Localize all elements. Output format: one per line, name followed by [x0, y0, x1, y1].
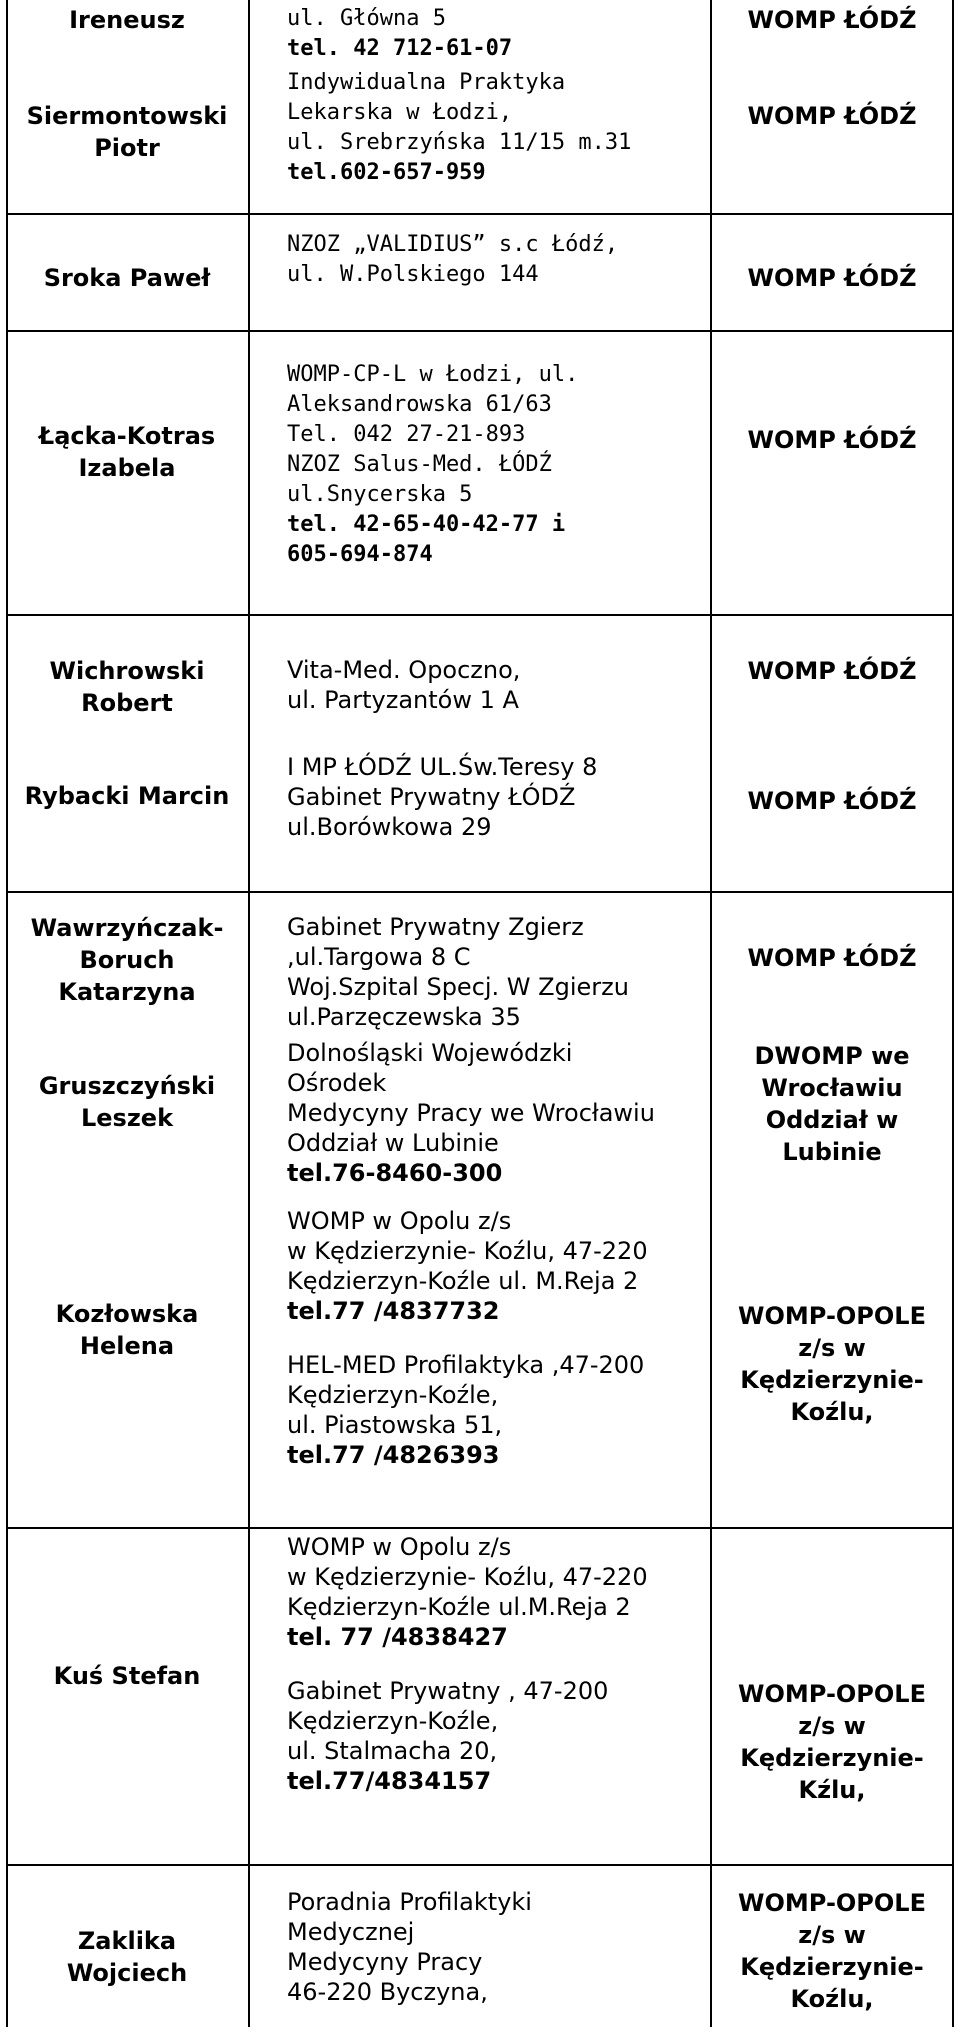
person-name-line: Piotr: [94, 134, 160, 162]
unit-label-line: Kźlu,: [798, 1776, 866, 1804]
unit-label-line: z/s w: [798, 1921, 866, 1949]
row-divider: [6, 213, 954, 215]
address-block: [287, 1038, 655, 1188]
address-line: tel. 77 /4838427: [287, 1623, 508, 1651]
unit-label: [713, 1887, 951, 2015]
column-divider-1: [248, 0, 250, 2027]
unit-label-line: WOMP ŁÓDŹ: [747, 787, 917, 815]
address-line: Medycyny Pracy: [287, 1948, 483, 1976]
address-line: ,ul.Targowa 8 C: [287, 943, 471, 971]
address-line: Tel. 042 27-21-893: [287, 422, 526, 447]
address-line: Kędzierzyn-Koźle,: [287, 1381, 499, 1409]
table-border-left: [6, 0, 8, 2027]
unit-label-line: Kędzierzynie-: [740, 1744, 924, 1772]
unit-label-line: WOMP ŁÓDŹ: [747, 657, 917, 685]
address-line: tel. 42-65-40-42-77 i: [287, 512, 566, 537]
unit-label-line: WOMP ŁÓDŹ: [747, 264, 917, 292]
person-name: [9, 1925, 245, 1989]
unit-label-line: DWOMP we: [754, 1042, 910, 1070]
unit-label: [713, 942, 951, 974]
address-line: Woj.Szpital Specj. W Zgierzu: [287, 973, 629, 1001]
person-name-line: Kozłowska: [55, 1300, 199, 1328]
address-block: [287, 230, 618, 290]
row-divider: [6, 1527, 954, 1529]
person-name-line: Wichrowski: [49, 657, 205, 685]
person-name-line: Łącka-Kotras: [38, 422, 216, 450]
address-line: [287, 1652, 648, 1676]
address-line: ul. Piastowska 51,: [287, 1411, 503, 1439]
address-line: [287, 1326, 648, 1350]
address-line: Poradnia Profilaktyki: [287, 1888, 532, 1916]
person-name-line: Helena: [79, 1332, 175, 1360]
unit-label-line: WOMP-OPOLE: [738, 1889, 926, 1917]
unit-label-line: Lubinie: [782, 1138, 882, 1166]
person-name-line: Robert: [81, 689, 173, 717]
address-line: Ośrodek: [287, 1069, 387, 1097]
address-line: tel.77 /4837732: [287, 1297, 500, 1325]
address-line: Kędzierzyn-Koźle ul. M.Reja 2: [287, 1267, 639, 1295]
person-name-line: Sroka Paweł: [43, 264, 211, 292]
address-line: Aleksandrowska 61/63: [287, 392, 552, 417]
person-name-line: Wojciech: [66, 1959, 188, 1987]
person-name: [9, 262, 245, 294]
unit-label-line: WOMP ŁÓDŹ: [747, 426, 917, 454]
person-name: [9, 1070, 245, 1134]
person-name: [9, 4, 245, 36]
address-line: Kędzierzyn-Koźle ul.M.Reja 2: [287, 1593, 631, 1621]
address-line: WOMP-CP-L w Łodzi, ul.: [287, 362, 579, 387]
unit-label-line: WOMP ŁÓDŹ: [747, 102, 917, 130]
person-name: [9, 100, 245, 164]
person-name-line: Zaklika: [77, 1927, 177, 1955]
unit-label: [713, 1678, 951, 1806]
unit-label: [713, 785, 951, 817]
person-name-line: Gruszczyński: [38, 1072, 216, 1100]
address-line: I MP ŁÓDŹ UL.Św.Teresy 8: [287, 753, 598, 781]
person-name: [9, 780, 245, 812]
address-block: [287, 655, 520, 715]
unit-label-line: Koźlu,: [790, 1985, 874, 2013]
person-name-line: Izabela: [78, 454, 176, 482]
address-line: Medycyny Pracy we Wrocławiu: [287, 1099, 655, 1127]
unit-label-line: z/s w: [798, 1712, 866, 1740]
unit-label-line: WOMP-OPOLE: [738, 1680, 926, 1708]
address-line: 46-220 Byczyna,: [287, 1978, 488, 2006]
address-line: tel.76-8460-300: [287, 1159, 503, 1187]
address-line: ul. W.Polskiego 144: [287, 262, 539, 287]
unit-label: [713, 424, 951, 456]
person-name-line: Rybacki Marcin: [24, 782, 230, 810]
unit-label: [713, 1040, 951, 1168]
unit-label-line: WOMP ŁÓDŹ: [747, 944, 917, 972]
address-line: NZOZ „VALIDIUS” s.c Łódź,: [287, 232, 619, 257]
row-divider: [6, 614, 954, 616]
address-line: WOMP w Opolu z/s: [287, 1533, 512, 1561]
row-divider: [6, 891, 954, 893]
address-line: ul. Główna 5: [287, 6, 446, 31]
address-block: [287, 68, 631, 188]
address-line: tel.602-657-959: [287, 160, 486, 185]
address-block: [287, 912, 629, 1032]
address-line: ul. Partyzantów 1 A: [287, 686, 519, 714]
address-line: ul. Srebrzyńska 11/15 m.31: [287, 130, 632, 155]
person-name-line: Siermontowski: [26, 102, 228, 130]
address-block: [287, 4, 512, 64]
address-line: Dolnośląski Wojewódzki: [287, 1039, 573, 1067]
unit-label: [713, 1300, 951, 1428]
address-block: [287, 1206, 648, 1470]
address-line: Gabinet Prywatny Zgierz: [287, 913, 584, 941]
unit-label-line: Koźlu,: [790, 1398, 874, 1426]
person-name: [9, 655, 245, 719]
unit-label-line: Oddział w: [765, 1106, 899, 1134]
person-name: [9, 1298, 245, 1362]
address-block: [287, 360, 578, 570]
address-block: [287, 752, 597, 842]
person-name-line: Leszek: [80, 1104, 174, 1132]
unit-label-line: Kędzierzynie-: [740, 1953, 924, 1981]
person-name-line: Ireneusz: [69, 6, 185, 34]
address-line: tel.77/4834157: [287, 1767, 492, 1795]
person-name: [9, 420, 245, 484]
column-divider-2: [710, 0, 712, 2027]
address-line: Lekarska w Łodzi,: [287, 100, 513, 125]
row-divider: [6, 1864, 954, 1866]
person-name-line: Katarzyna: [58, 978, 196, 1006]
unit-label-line: Kędzierzynie-: [740, 1366, 924, 1394]
address-line: tel.77 /4826393: [287, 1441, 500, 1469]
address-block: [287, 1532, 648, 1796]
address-line: Indywidualna Praktyka: [287, 70, 566, 95]
address-line: Gabinet Prywatny , 47-200: [287, 1677, 609, 1705]
address-line: ul.Parzęczewska 35: [287, 1003, 521, 1031]
unit-label: [713, 655, 951, 687]
address-line: NZOZ Salus-Med. ŁÓDŹ: [287, 452, 552, 477]
address-line: 605-694-874: [287, 542, 433, 567]
person-name-line: Wawrzyńczak-: [30, 914, 224, 942]
unit-label: [713, 262, 951, 294]
unit-label-line: WOMP-OPOLE: [738, 1302, 926, 1330]
address-line: w Kędzierzynie- Koźlu, 47-220: [287, 1563, 648, 1591]
address-line: ul.Snycerska 5: [287, 482, 473, 507]
address-line: Kędzierzyn-Koźle,: [287, 1707, 499, 1735]
table-border-right: [952, 0, 954, 2027]
row-divider: [6, 330, 954, 332]
unit-label-line: WOMP ŁÓDŹ: [747, 6, 917, 34]
address-line: Oddział w Lubinie: [287, 1129, 499, 1157]
address-line: Vita-Med. Opoczno,: [287, 656, 521, 684]
unit-label: [713, 100, 951, 132]
address-line: w Kędzierzynie- Koźlu, 47-220: [287, 1237, 648, 1265]
unit-label-line: z/s w: [798, 1334, 866, 1362]
person-name-line: Kuś Stefan: [53, 1662, 201, 1690]
address-line: ul.Borówkowa 29: [287, 813, 492, 841]
address-line: Medycznej: [287, 1918, 415, 1946]
address-line: Gabinet Prywatny ŁÓDŹ: [287, 783, 576, 811]
address-line: HEL-MED Profilaktyka ,47-200: [287, 1351, 645, 1379]
unit-label: [713, 4, 951, 36]
address-block: [287, 1887, 532, 2007]
unit-label-line: Wrocławiu: [761, 1074, 903, 1102]
address-line: tel. 42 712-61-07: [287, 36, 513, 61]
person-name: [9, 1660, 245, 1692]
person-name: [9, 912, 245, 1008]
person-name-line: Boruch: [79, 946, 175, 974]
address-line: WOMP w Opolu z/s: [287, 1207, 512, 1235]
address-line: ul. Stalmacha 20,: [287, 1737, 498, 1765]
